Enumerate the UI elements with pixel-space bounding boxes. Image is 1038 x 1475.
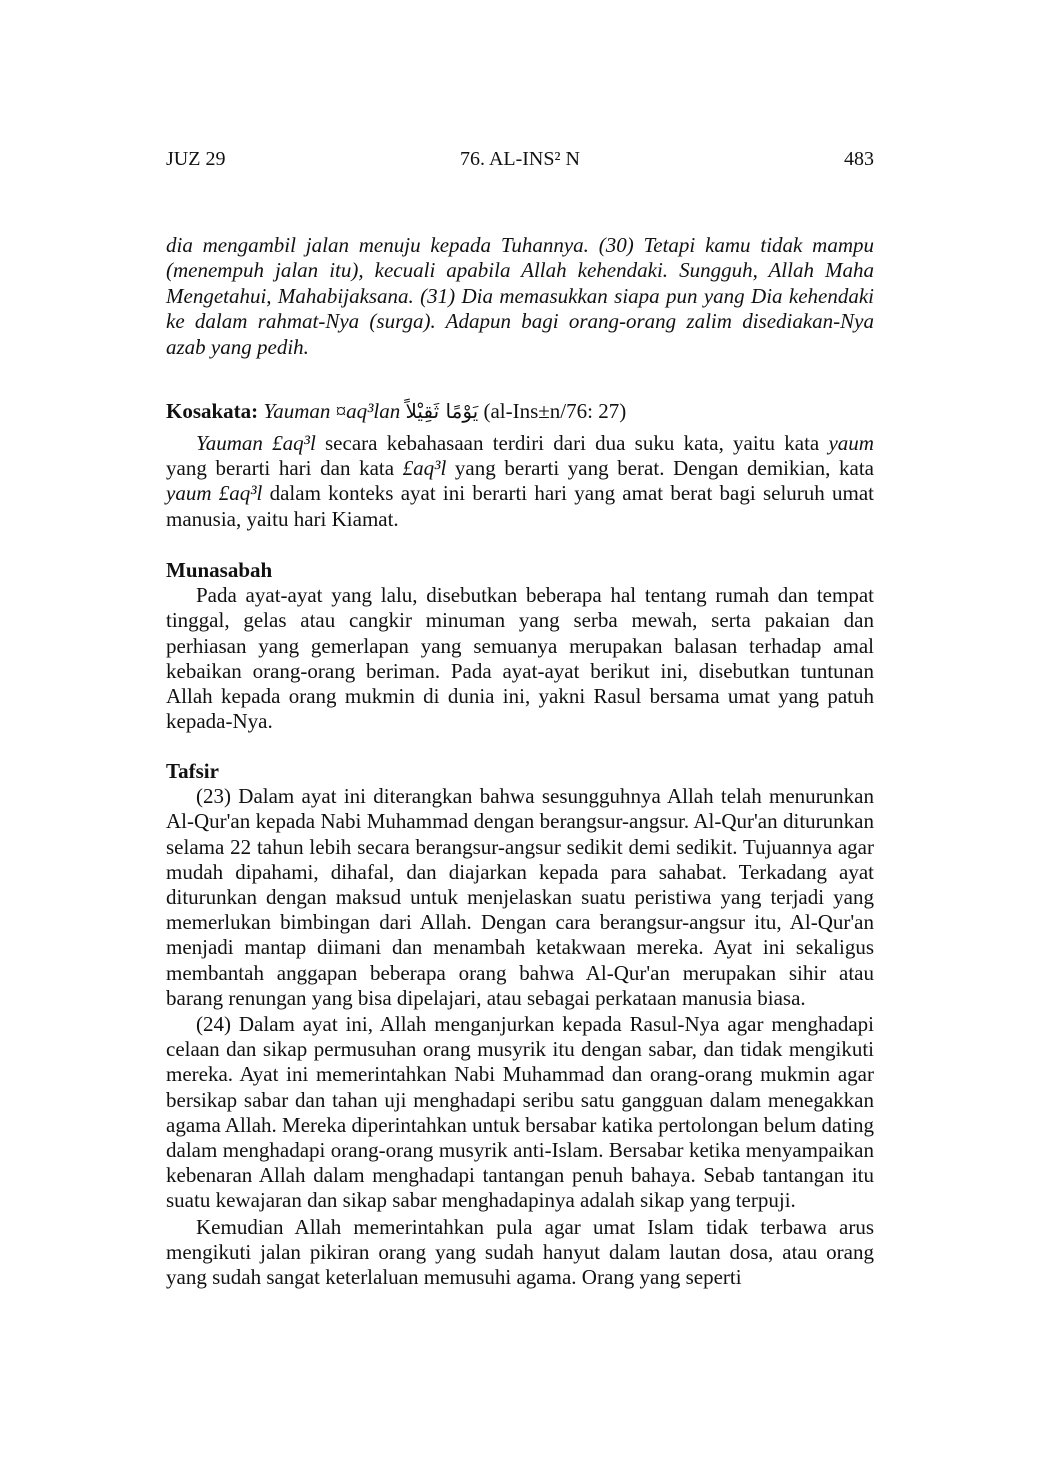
kosakata-text-d: dalam konteks ayat ini berarti hari yang amat berat bagi seluruh umat manusia, yaitu hari Kiamat. (166, 481, 874, 531)
page-header (166, 146, 874, 172)
kosakata-word-faqil: £aq³l (402, 456, 447, 481)
munasabah-heading: Munasabah (166, 558, 273, 582)
kosakata-label: Kosakata: (166, 399, 259, 423)
tafsir-heading: Tafsir (166, 759, 219, 783)
kosakata-text-b: yang berarti hari dan kata (166, 456, 403, 481)
tafsir-paragraph-next: Kemudian Allah memerintahkan pula agar umat Islam tidak terbawa arus mengikuti jalan pikiran orang yang sudah hanyut dalam lautan dosa, atau orang yang sudah sangat keterlaluan memusuhi agama. Orang yang seperti (166, 1214, 874, 1290)
kosakata-paragraph (166, 431, 874, 532)
tafsir-section (166, 759, 874, 1290)
munasabah-paragraph: Pada ayat-ayat yang lalu, disebutkan beberapa hal tentang rumah dan tempat tinggal, gelas atau cangkir minuman yang serba mewah, serta pakaian dan perhiasan yang gemerlapan yang semuanya merupakan balasan terhadap amal kebaikan orang-orang beriman. Pada ayat-ayat berikut ini, disebutkan tuntunan Allah kepada orang mukmin di dunia ini, yakni Rasul bersama umat yang patuh kepada-Nya. (166, 583, 874, 734)
kosakata-para-term: Yauman £aq³l (196, 431, 316, 455)
tafsir-paragraph-24: (24) Dalam ayat ini, Allah menganjurkan kepada Rasul-Nya agar menghadapi celaan dan sikap permusuhan orang musyrik itu dengan sabar, dan tidak mengikuti mereka. Ayat ini memerintahkan Nabi Muhammad dan orang-orang mukmin agar bersikap sabar dan tahan uji menghadapi seribu satu gangguan dalam menegakkan agama Allah. Mereka diperintahkan untuk bersabar katika pertolongan belum dating dalam menghadapi orang-orang musyrik anti-Islam. Bersabar ketika menyampaikan kebenaran Allah dalam menghadapi tantangan penuh bahaya. Sebab tantangan itu suatu kewajaran dan sikap sabar menghadapinya adalah sikap yang terpuji. (166, 1012, 874, 1213)
kosakata-word-yaum: yaum (828, 431, 874, 455)
kosakata-line (166, 397, 874, 425)
kosakata-term: Yauman ¤aq³lan (263, 399, 401, 423)
kosakata-text-a: secara kebahasaan terdiri dari dua suku kata, yaitu kata (315, 431, 829, 455)
kosakata-explanation (166, 431, 874, 532)
chapter-title: 76. AL-INS² N (460, 148, 580, 170)
munasabah-section (166, 558, 874, 734)
intro-translation: dia mengambil jalan menuju kepada Tuhannya. (30) Tetapi kamu tidak mampu (menempuh jalan itu), kecuali apabila Allah kehendaki. Sungguh, Allah Maha Mengetahui, Mahabijaksana. (31) Dia memasukkan siapa pun yang Dia kehendaki ke dalam rahmat-Nya (surga). Adapun bagi orang-orang zalim disediakan-Nya azab yang pedih. (166, 233, 874, 359)
page-number: 483 (844, 148, 874, 170)
juz-label: JUZ 29 (166, 148, 226, 170)
kosakata-reference: (al-Ins±n/76: 27) (483, 399, 627, 423)
kosakata-arabic: يَوْمًا ثَقِيْلاً (405, 399, 479, 423)
tafsir-paragraph-23: (23) Dalam ayat ini diterangkan bahwa sesungguhnya Allah telah menurunkan Al-Qur'an kepada Nabi Muhammad dengan berangsur-angsur. Al-Qur'an diturunkan selama 22 tahun lebih secara berangsur-angsur sedikit demi sedikit. Tujuannya agar mudah dipahami, dihafal, dan diajarkan kepada para sahabat. Terkadang ayat diturunkan dengan maksud untuk menjelaskan suatu peristiwa yang terjadi yang memerlukan bimbingan dari Allah. Dengan cara berangsur-angsur itu, Al-Qur'an menjadi mantap diimani dan menambah ketakwaan mereka. Ayat ini sekaligus membantah anggapan beberapa orang bahwa Al-Qur'an merupakan sihir atau barang renungan yang bisa dipelajari, atau sebagai perkataan manusia biasa. (166, 784, 874, 1010)
kosakata-text-c: yang berarti yang berat. Dengan demikian, kata (446, 456, 874, 481)
kosakata-word-yaum-faqil: yaum £aq³l (166, 481, 263, 506)
